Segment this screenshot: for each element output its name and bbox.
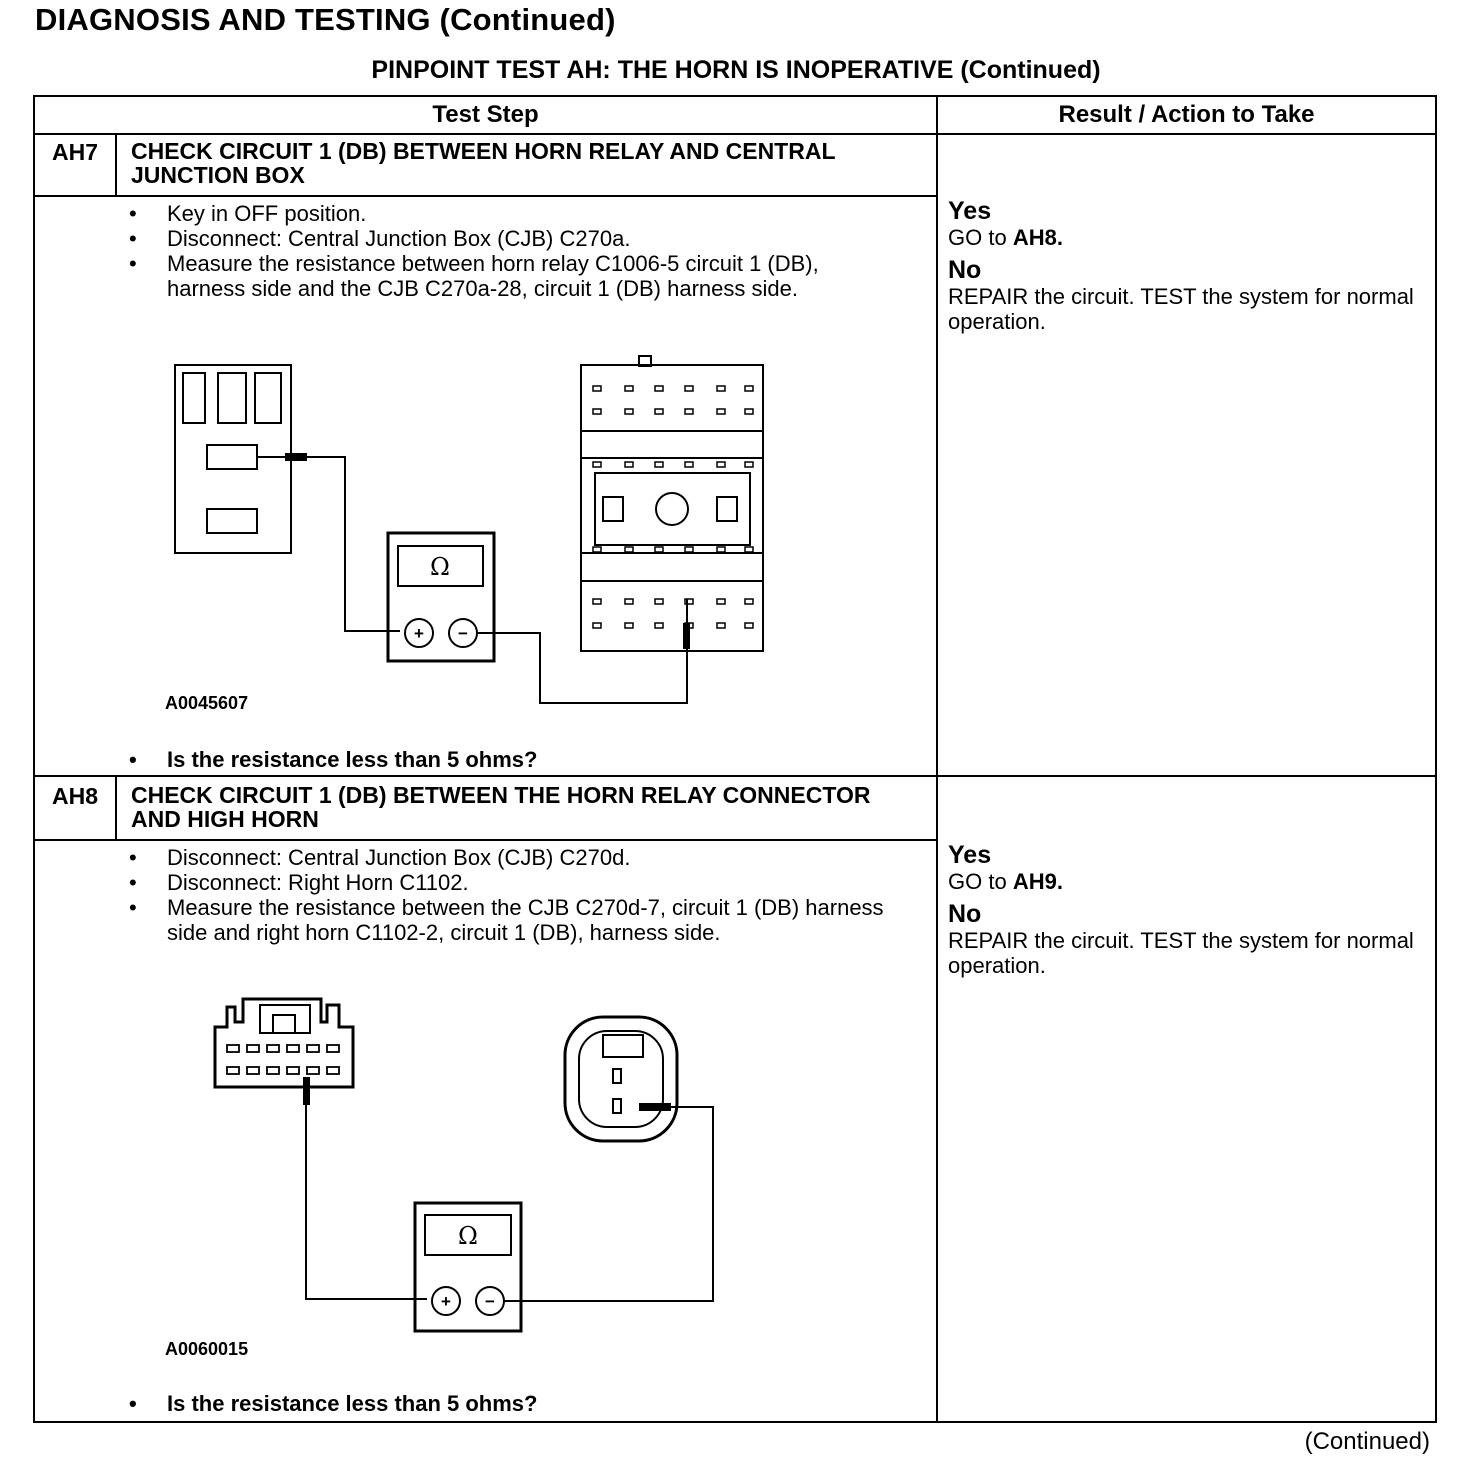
result-yes-action: [948, 225, 1428, 250]
wiring-diagram-ah7: [35, 133, 936, 777]
instruction-item: • Measure the resistance between the CJB C270d-7, circuit 1 (DB) harness side and right horn C1102-2, circuit 1 (DB), harness side.: [125, 895, 885, 945]
instruction-item: • Disconnect: Central Junction Box (CJB) C270a.: [125, 226, 885, 251]
result-yes-label: Yes: [948, 841, 992, 869]
instruction-item: • Measure the resistance between horn relay C1006-5 circuit 1 (DB), harness side and the CJB C270a-28, circuit 1 (DB) harness side.: [125, 251, 885, 301]
test-step-ah7: [35, 133, 1435, 777]
svg-text:+: +: [441, 1292, 451, 1311]
instruction-item: • Disconnect: Central Junction Box (CJB) C270d.: [125, 845, 885, 870]
result-no-label: No: [948, 900, 982, 928]
step-id: AH7: [35, 133, 117, 195]
yes-action-prefix: GO to: [948, 869, 1007, 894]
result-no-action: REPAIR the circuit. TEST the system for normal operation.: [948, 284, 1414, 334]
yes-action-prefix: GO to: [948, 225, 1007, 250]
figure-id: A0045607: [165, 693, 249, 713]
svg-text:+: +: [414, 624, 424, 643]
instruction-item: • Disconnect: Right Horn C1102.: [125, 870, 885, 895]
pinpoint-test-title: PINPOINT TEST AH: THE HORN IS INOPERATIVE (Continued): [371, 56, 1101, 84]
step-question: • Is the resistance less than 5 ohms?: [125, 1391, 537, 1417]
svg-text:−: −: [458, 624, 468, 643]
column-header-test-step: Test Step: [432, 101, 539, 128]
step-title: CHECK CIRCUIT 1 (DB) BETWEEN HORN RELAY AND CENTRAL JUNCTION BOX: [131, 138, 836, 188]
step-result: [948, 841, 1428, 984]
ohm-symbol: Ω: [430, 553, 450, 581]
result-no-label: No: [948, 256, 982, 284]
instruction-item: • Key in OFF position.: [125, 201, 885, 226]
step-id: AH8: [35, 777, 117, 839]
yes-action-target: AH8.: [1012, 225, 1063, 250]
result-no-action: REPAIR the circuit. TEST the system for normal operation.: [948, 928, 1414, 978]
page-heading: DIAGNOSIS AND TESTING (Continued): [35, 2, 616, 37]
step-title: CHECK CIRCUIT 1 (DB) BETWEEN THE HORN RELAY CONNECTOR AND HIGH HORN: [131, 782, 871, 832]
yes-action-target: AH9.: [1012, 869, 1063, 894]
svg-text:−: −: [485, 1292, 495, 1311]
relay-block: [175, 365, 291, 553]
step-question: • Is the resistance less than 5 ohms?: [125, 747, 537, 773]
continued-footer: (Continued): [1304, 1428, 1430, 1455]
wiring-diagram-ah8: [35, 777, 936, 1421]
column-header-result: Result / Action to Take: [1058, 101, 1315, 128]
cjb-connector: [581, 365, 763, 651]
test-step-ah8: [35, 777, 1435, 1421]
table-header: [35, 97, 1435, 135]
result-yes-label: Yes: [948, 197, 992, 225]
pinpoint-test-table: [33, 95, 1437, 1423]
figure-id: A0060015: [165, 1339, 249, 1359]
result-yes-action: [948, 869, 1428, 894]
step-result: [948, 197, 1428, 340]
ohm-symbol: Ω: [458, 1222, 478, 1250]
